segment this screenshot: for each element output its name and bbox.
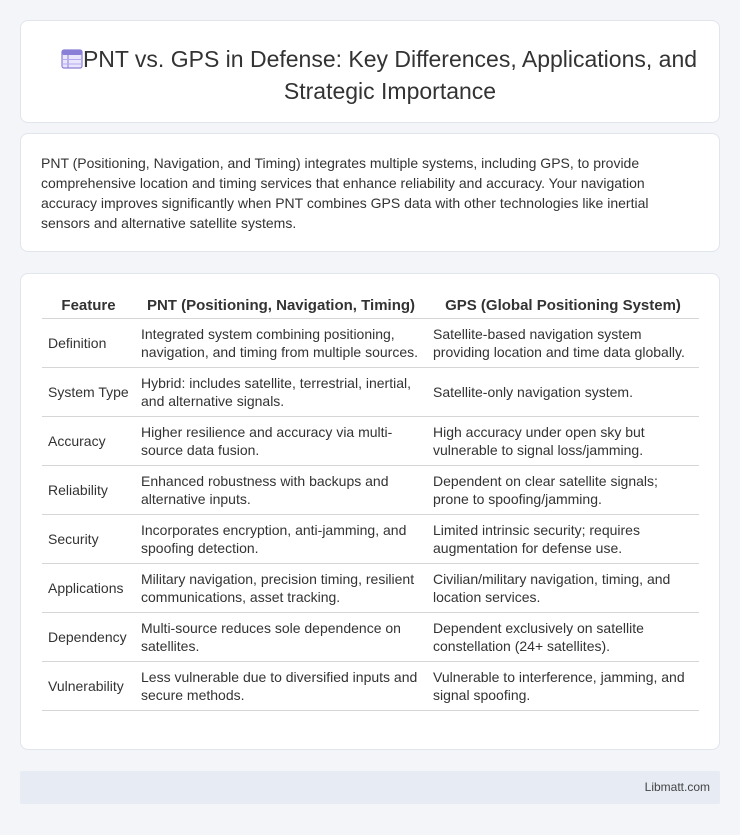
gps-cell: Dependent on clear satellite signals; prone to spoofing/jamming. [427,465,699,514]
table-row [42,416,699,465]
column-header-pnt: PNT (Positioning, Navigation, Timing) [135,293,427,318]
table-row [42,612,699,661]
pnt-cell: Less vulnerable due to diversified inputs and secure methods. [135,661,427,710]
table-row [42,563,699,612]
feature-cell: Accuracy [42,416,135,465]
table-row [42,367,699,416]
gps-cell: High accuracy under open sky but vulnerable to signal loss/jamming. [427,416,699,465]
footer-brand-link[interactable]: Libmatt.com [644,780,710,794]
comparison-table [42,293,699,711]
pnt-cell: Higher resilience and accuracy via multi-source data fusion. [135,416,427,465]
feature-cell: Applications [42,563,135,612]
gps-cell: Civilian/military navigation, timing, and location services. [427,563,699,612]
table-row [42,318,699,367]
feature-cell: System Type [42,367,135,416]
intro-paragraph: PNT (Positioning, Navigation, and Timing) integrates multiple systems, including GPS, to provide comprehensive location and timing services that enhance reliability and accuracy. Your navigation accuracy improves significantly when PNT combines GPS data with other technologies like inertial sensors and alternative satellite systems. [41,155,649,231]
pnt-cell: Integrated system combining positioning, navigation, and timing from multiple sources. [135,318,427,367]
feature-cell: Vulnerability [42,661,135,710]
table-header-row [42,293,699,318]
table-row [42,514,699,563]
column-header-gps: GPS (Global Positioning System) [427,293,699,318]
feature-cell: Reliability [42,465,135,514]
footer [20,771,720,804]
pnt-cell: Enhanced robustness with backups and alternative inputs. [135,465,427,514]
gps-cell: Satellite-only navigation system. [427,367,699,416]
pnt-cell: Hybrid: includes satellite, terrestrial, inertial, and alternative signals. [135,367,427,416]
gps-cell: Vulnerable to interference, jamming, and signal spoofing. [427,661,699,710]
table-row [42,465,699,514]
table-icon [61,48,83,70]
feature-cell: Definition [42,318,135,367]
pnt-cell: Multi-source reduces sole dependence on satellites. [135,612,427,661]
pnt-cell: Incorporates encryption, anti-jamming, and spoofing detection. [135,514,427,563]
table-row [42,661,699,710]
feature-cell: Security [42,514,135,563]
feature-cell: Dependency [42,612,135,661]
gps-cell: Satellite-based navigation system providing location and time data globally. [427,318,699,367]
intro-card [20,133,720,252]
pnt-cell: Military navigation, precision timing, resilient communications, asset tracking. [135,563,427,612]
page-title: PNT vs. GPS in Defense: Key Differences, Applications, and Strategic Importance [82,46,698,104]
gps-cell: Limited intrinsic security; requires augmentation for defense use. [427,514,699,563]
comparison-card [20,273,720,750]
gps-cell: Dependent exclusively on satellite constellation (24+ satellites). [427,612,699,661]
column-header-feature: Feature [42,293,135,318]
title-card [20,20,720,123]
